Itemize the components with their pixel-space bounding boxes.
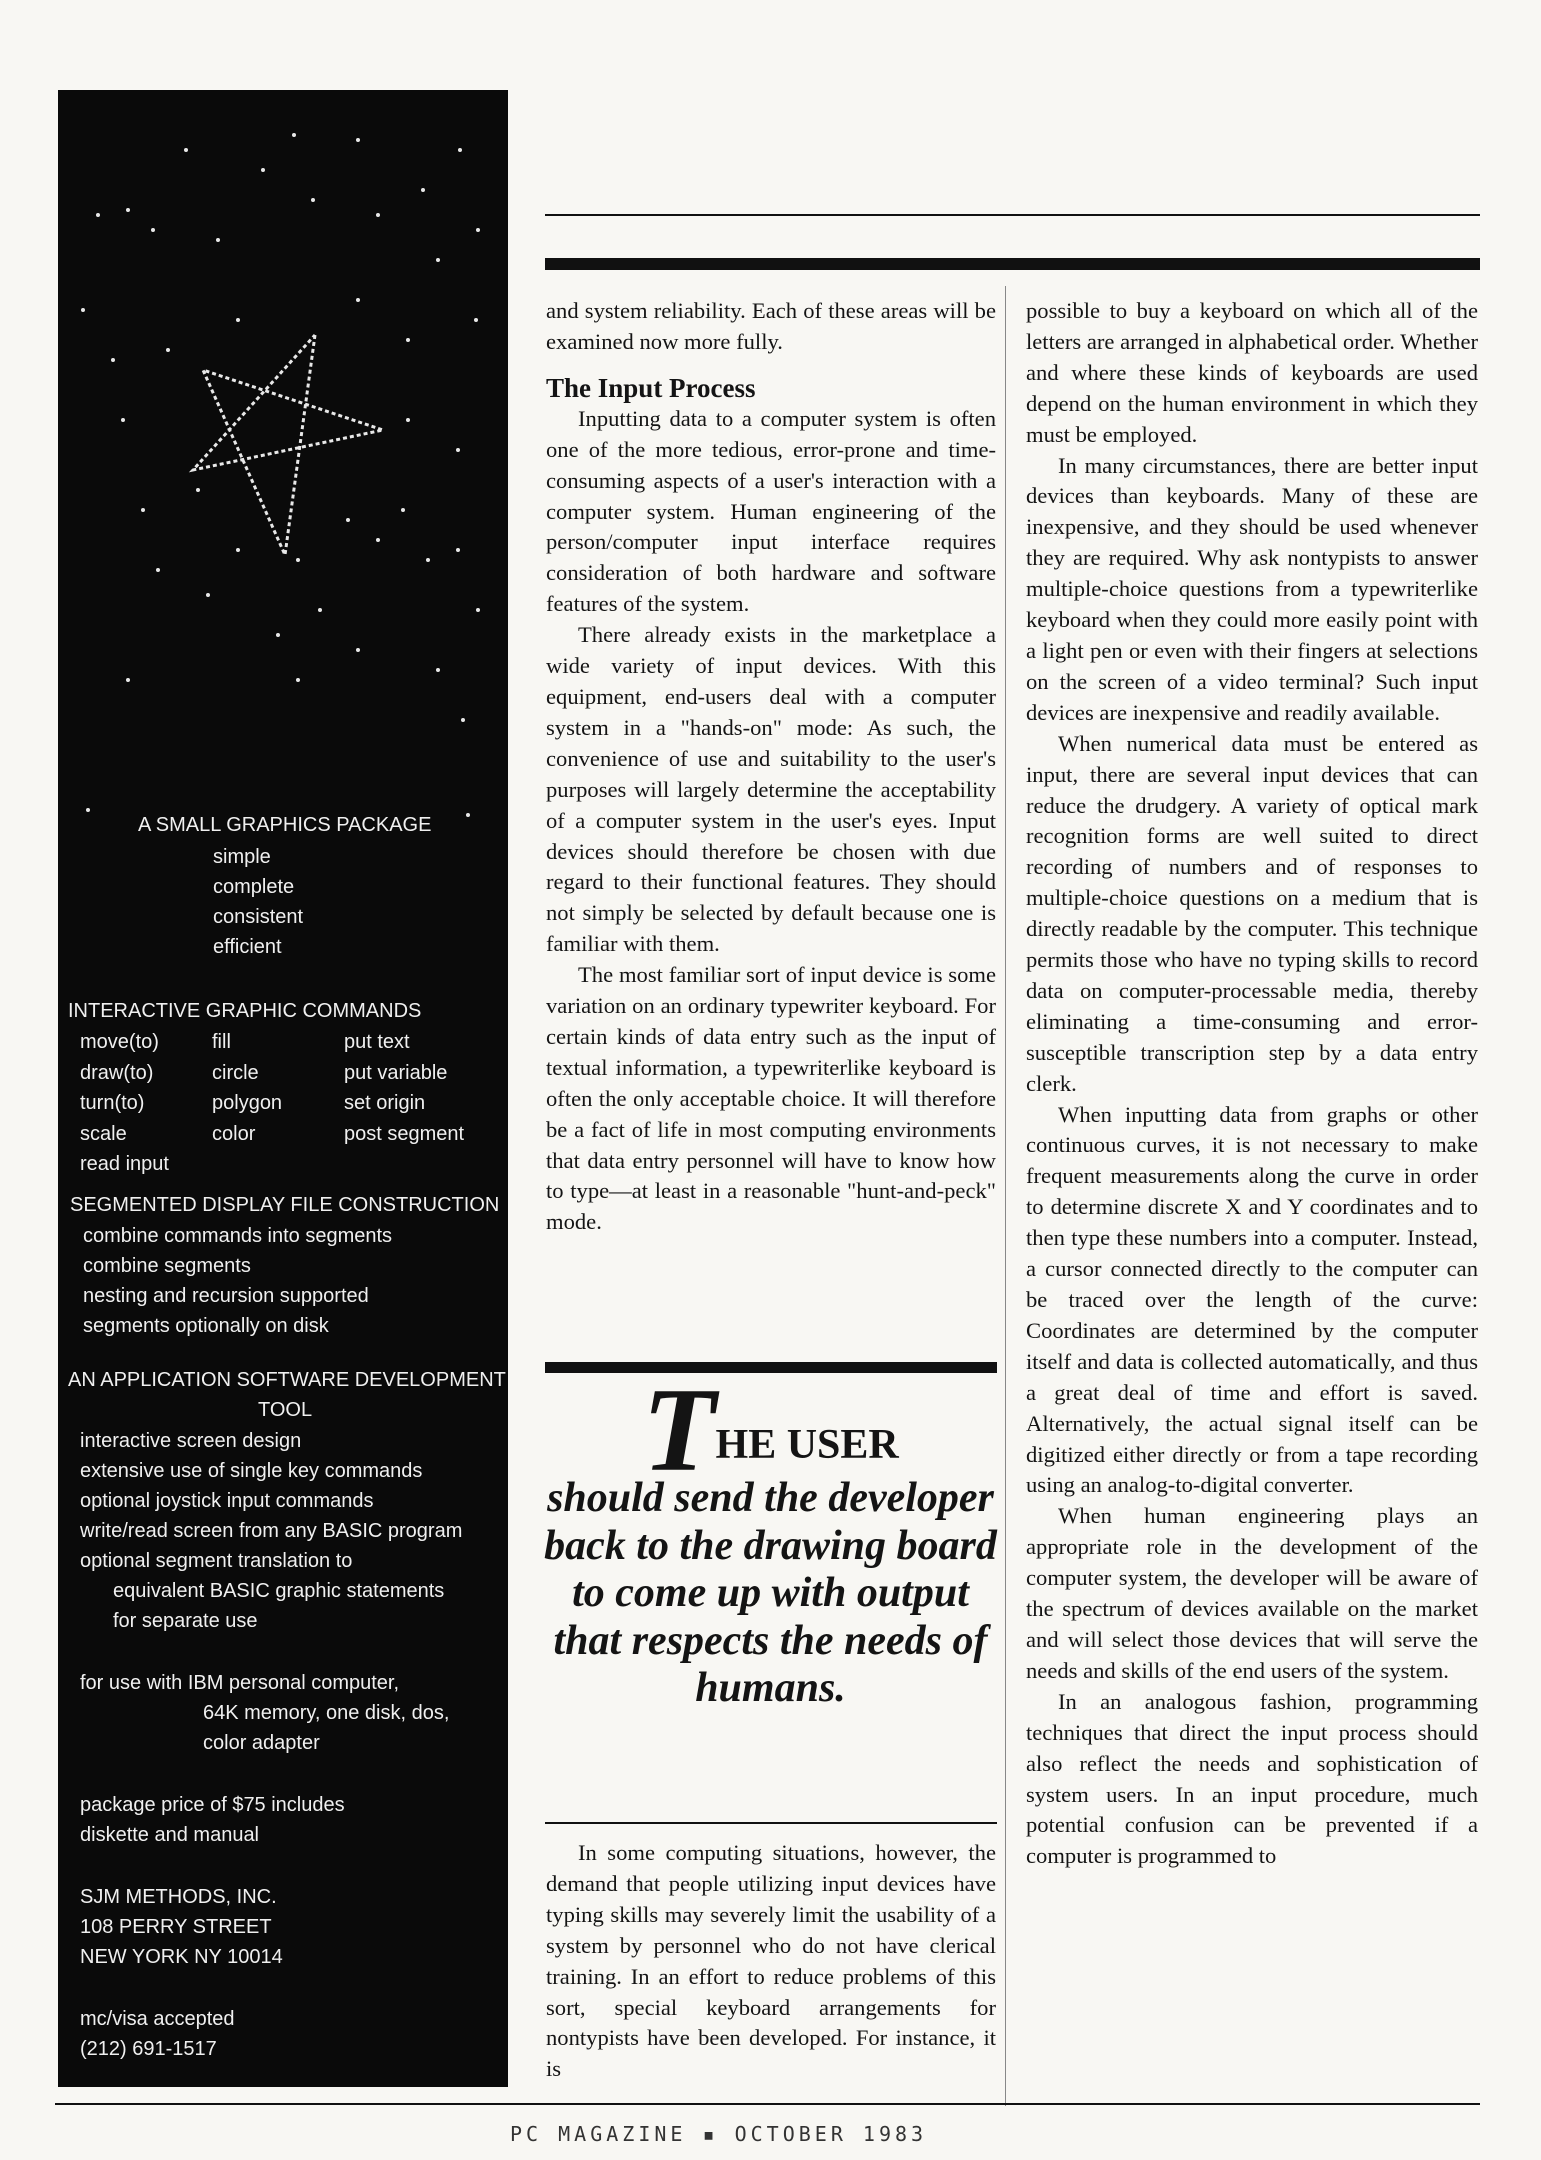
paragraph: There already exists in the marketplace a wide variety of input devices. With this equipment, end-users deal with a computer system in a "hands-on" mode: As such, the convenience of use and suitability to the user's purposes will largely determine the acceptability of a computer system in the user's eyes. Input devices should therefore be chosen with due regard to their functional features. They should not simply be selected by default because one is familiar with them.	[546, 622, 996, 957]
paragraph: When numerical data must be entered as input, there are several input devices that can reduce the drudgery. A variety of optical mark recognition forms are well suited to direct recording of numbers and of responses to multiple-choice questions on a medium that is directly readable by the computer. This technique permits those who have no typing skills to record data on computer-processable media, thereby eliminating a time-consuming and error-susceptible transcription step by a data entry clerk.	[1026, 730, 1478, 1096]
advertisement-panel	[58, 90, 508, 2087]
company-street: 108 PERRY STREET	[80, 1916, 272, 1938]
phone-number: (212) 691-1517	[80, 2038, 217, 2060]
pull-quote	[543, 1363, 998, 1713]
command-item: put variable	[344, 1061, 448, 1084]
paragraph: In many circumstances, there are better input devices than keyboards. Many of these are inexpensive, and they should be used whenever they are required. Why ask nontypists to answer multiple-choice questions from a typewriterlike keyboard when they could more easily point with a light pen or even with their fingers at selections on the screen of a video terminal? Such input devices are inexpensive and readily available.	[1026, 452, 1478, 725]
compat-line: color adapter	[203, 1732, 320, 1754]
dev-heading-tool: TOOL	[258, 1399, 313, 1421]
paragraph: When inputting data from graphs or other continuous curves, it is not necessary to make frequent measurements along the curve in order to determine discrete X and Y coordinates and to then type these numbers into a computer. Instead, a cursor connected directly to the computer can be traced over the length of the curve: Coordinates are determined by the computer itself and data is collected automatically, and thus a great deal of time and effort is saved. Alternatively, the actual signal itself can be digitized either directly or from a tape recording using an analog-to-digital converter.	[1026, 1101, 1478, 1498]
quality-consistent: consistent	[213, 906, 304, 928]
commands-grid	[80, 1027, 504, 1180]
command-item: move(to)	[80, 1031, 159, 1053]
price-line: diskette and manual	[80, 1824, 260, 1846]
dev-heading: AN APPLICATION SOFTWARE DEVELOPMENT	[68, 1369, 506, 1391]
segment-item: segments optionally on disk	[83, 1315, 329, 1337]
command-item: fill	[212, 1031, 231, 1053]
paragraph: Inputting data to a computer system is often one of the more tedious, error-prone and time-consuming aspects of a user's interaction with a computer system. Human engineering of the person/computer input interface requires consideration of both hardware and software features of the system.	[546, 405, 996, 617]
paragraph: In an analogous fashion, programming techniques that direct the input process should also reflect the needs and sophistication of system users. In an input procedure, much potential confusion can be prevented if a computer is programmed to	[1026, 1688, 1478, 1869]
command-item: post segment	[344, 1122, 465, 1145]
dev-item: optional joystick input commands	[80, 1490, 374, 1512]
company-city: NEW YORK NY 10014	[80, 1946, 283, 1968]
command-item: scale	[80, 1122, 127, 1145]
paragraph: The most familiar sort of input device is some variation on an ordinary typewriter keyboard. For certain kinds of data entry such as the input of textual information, a typewriterlike keyboard is often the only acceptable choice. It will therefore be a fact of life in most computing environments that data entry personnel will have to know how to type—at least in a reasonable "hunt-and-peck" mode.	[546, 962, 996, 1235]
command-item: color	[212, 1122, 256, 1145]
dev-item: interactive screen design	[80, 1430, 302, 1452]
quality-efficient: efficient	[213, 936, 282, 958]
command-item: circle	[212, 1061, 259, 1084]
section-heading: The Input Process	[546, 372, 756, 403]
commands-heading: INTERACTIVE GRAPHIC COMMANDS	[68, 1000, 422, 1022]
paragraph: When human engineering plays an appropriate role in the development of the computer system, the developer will be aware of the spectrum of devices available on the market and will select those devices that will serve the needs and skills of the end users of the system.	[1026, 1503, 1478, 1683]
dev-subitem: for separate use	[113, 1610, 258, 1632]
article-column-1	[546, 296, 996, 1238]
column-divider	[1005, 286, 1006, 2106]
segment-item: combine commands into segments	[83, 1225, 393, 1247]
company-name: SJM METHODS, INC.	[80, 1886, 277, 1908]
ad-title: A SMALL GRAPHICS PACKAGE	[138, 814, 432, 836]
paragraph: In some computing situations, however, the demand that people utilizing input devices have typing skills may severely limit the usability of a system by personnel who do not have clerical training. In an effort to reduce problems of this sort, special keyboard arrangements for nontypists have been developed. For instance, it is	[546, 1840, 996, 2082]
article-column-1-bottom	[546, 1838, 996, 2085]
command-item: polygon	[212, 1092, 283, 1114]
quality-complete: complete	[213, 876, 295, 898]
segment-item: combine segments	[83, 1255, 251, 1277]
command-item: read input	[80, 1153, 169, 1175]
command-item: turn(to)	[80, 1092, 145, 1114]
dev-item: write/read screen from any BASIC program	[80, 1520, 463, 1542]
paragraph: and system reliability. Each of these areas will be examined now more fully.	[546, 298, 996, 354]
price-line: package price of $75 includes	[80, 1794, 345, 1816]
pull-quote-initial: T	[642, 1363, 716, 1496]
pullquote-bottom-rule	[545, 1822, 997, 1824]
paragraph: possible to buy a keyboard on which all of the letters are arranged in alphabetical order. Whether and where these kinds of keyboards are used depend on the human environment in which they must be employed.	[1026, 298, 1478, 447]
segment-item: nesting and recursion supported	[83, 1285, 369, 1307]
command-item: set origin	[344, 1092, 426, 1114]
pull-quote-text: should send the developer back to the drawing board to come up with output that respects the needs of humans.	[544, 1475, 997, 1711]
dev-item: extensive use of single key commands	[80, 1460, 423, 1482]
top-thick-rule	[545, 258, 1480, 270]
pull-quote-first-line	[543, 1363, 998, 1496]
bottom-rule	[55, 2103, 1480, 2105]
payment-info: mc/visa accepted	[80, 2008, 235, 2030]
segment-heading: SEGMENTED DISPLAY FILE CONSTRUCTION	[70, 1194, 500, 1216]
compat-line: 64K memory, one disk, dos,	[203, 1702, 450, 1724]
command-item: draw(to)	[80, 1061, 154, 1084]
quality-simple: simple	[213, 846, 271, 868]
top-thin-rule	[545, 214, 1480, 216]
dev-subitem: equivalent BASIC graphic statements	[113, 1580, 445, 1602]
dev-item: optional segment translation to	[80, 1550, 353, 1572]
pull-quote-lead: HE USER	[715, 1422, 899, 1468]
article-column-2	[1026, 296, 1478, 1872]
page-footer: PC MAGAZINE ▪ OCTOBER 1983	[510, 2122, 928, 2146]
pullquote-top-rule	[545, 1362, 997, 1373]
compat-line: for use with IBM personal computer,	[80, 1672, 400, 1694]
star-graphic-icon	[58, 90, 508, 850]
command-item: put text	[344, 1031, 410, 1053]
